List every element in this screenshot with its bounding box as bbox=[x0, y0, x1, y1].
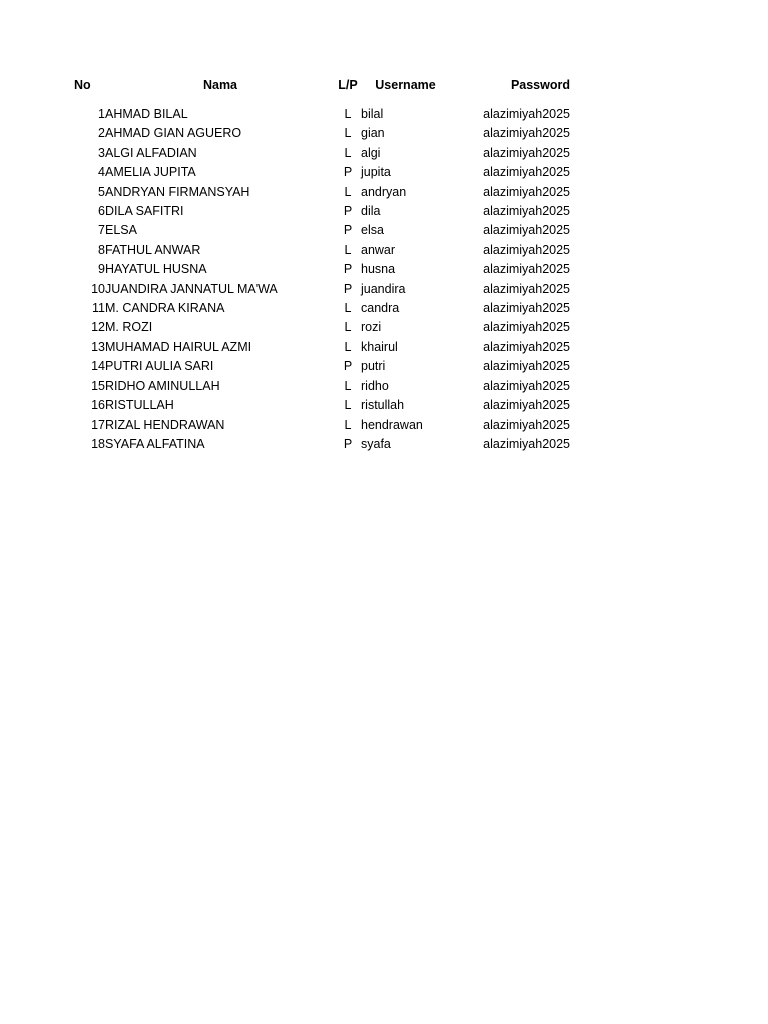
cell-lp: L bbox=[344, 126, 352, 141]
cell-lp: L bbox=[344, 339, 352, 354]
cell-username: anwar bbox=[361, 242, 396, 257]
cell-username: syafa bbox=[361, 436, 391, 451]
table-row bbox=[74, 260, 570, 279]
cell-nama: RIDHO AMINULLAH bbox=[105, 378, 220, 393]
cell-password: alazimiyah2025 bbox=[483, 262, 570, 277]
cell-nama: M. CANDRA KIRANA bbox=[105, 301, 225, 316]
cell-nama: PUTRI AULIA SARI bbox=[105, 359, 214, 374]
cell-username: ristullah bbox=[361, 398, 405, 413]
cell-username: husna bbox=[361, 262, 396, 277]
cell-nama: FATHUL ANWAR bbox=[105, 242, 201, 257]
cell-password: alazimiyah2025 bbox=[483, 184, 570, 199]
cell-username: bilal bbox=[361, 107, 384, 121]
cell-no: 12 bbox=[91, 320, 105, 335]
student-account-table bbox=[74, 76, 570, 454]
cell-lp: L bbox=[344, 320, 352, 335]
cell-nama: AMELIA JUPITA bbox=[105, 165, 196, 180]
table-row bbox=[74, 221, 570, 240]
cell-lp: P bbox=[343, 281, 353, 296]
cell-username: putri bbox=[361, 359, 386, 374]
cell-password: alazimiyah2025 bbox=[483, 107, 570, 121]
cell-no: 4 bbox=[98, 165, 105, 180]
table-row bbox=[74, 202, 570, 221]
cell-no: 5 bbox=[98, 184, 105, 199]
cell-lp: P bbox=[343, 223, 353, 238]
cell-no: 1 bbox=[98, 107, 105, 121]
cell-no: 15 bbox=[91, 378, 105, 393]
table-row bbox=[74, 299, 570, 318]
cell-password: alazimiyah2025 bbox=[483, 398, 570, 413]
cell-lp: P bbox=[343, 165, 353, 180]
cell-username: dila bbox=[361, 204, 381, 219]
cell-password: alazimiyah2025 bbox=[483, 436, 570, 451]
cell-nama: ALGI ALFADIAN bbox=[105, 145, 197, 160]
table-header-row bbox=[74, 76, 570, 96]
cell-username: elsa bbox=[361, 223, 384, 238]
cell-no: 16 bbox=[91, 398, 105, 413]
cell-nama: M. ROZI bbox=[105, 320, 153, 335]
cell-username: ridho bbox=[361, 378, 389, 393]
cell-lp: P bbox=[343, 262, 353, 277]
cell-no: 9 bbox=[98, 262, 105, 277]
table-row bbox=[74, 124, 570, 143]
cell-username: andryan bbox=[361, 184, 407, 199]
table-row bbox=[74, 105, 570, 124]
cell-nama: ANDRYAN FIRMANSYAH bbox=[105, 184, 250, 199]
header-password: Password bbox=[510, 78, 570, 93]
table-row bbox=[74, 241, 570, 260]
cell-lp: L bbox=[344, 417, 352, 432]
cell-username: jupita bbox=[361, 165, 391, 180]
header-spacer bbox=[74, 96, 570, 105]
cell-nama: RISTULLAH bbox=[105, 398, 174, 413]
cell-lp: L bbox=[344, 398, 352, 413]
cell-username: gian bbox=[361, 126, 385, 141]
cell-lp: L bbox=[344, 242, 352, 257]
table-row bbox=[74, 144, 570, 163]
cell-password: alazimiyah2025 bbox=[483, 145, 570, 160]
table-row bbox=[74, 435, 570, 454]
cell-no: 7 bbox=[98, 223, 105, 238]
cell-lp: L bbox=[344, 301, 352, 316]
cell-no: 14 bbox=[91, 359, 105, 374]
header-lp: L/P bbox=[338, 78, 358, 93]
table-row bbox=[74, 183, 570, 202]
cell-no: 10 bbox=[91, 281, 105, 296]
table-row bbox=[74, 163, 570, 182]
table-row bbox=[74, 318, 570, 337]
cell-password: alazimiyah2025 bbox=[483, 204, 570, 219]
cell-password: alazimiyah2025 bbox=[483, 242, 570, 257]
cell-nama: RIZAL HENDRAWAN bbox=[105, 417, 225, 432]
table-row bbox=[74, 377, 570, 396]
cell-lp: P bbox=[343, 436, 353, 451]
cell-nama: AHMAD GIAN AGUERO bbox=[105, 126, 242, 141]
cell-nama: SYAFA ALFATINA bbox=[105, 436, 205, 451]
table-row bbox=[74, 416, 570, 435]
cell-password: alazimiyah2025 bbox=[483, 359, 570, 374]
header-no: No bbox=[74, 78, 91, 93]
cell-no: 13 bbox=[91, 339, 105, 354]
cell-password: alazimiyah2025 bbox=[483, 301, 570, 316]
cell-lp: P bbox=[343, 204, 353, 219]
cell-lp: P bbox=[343, 359, 353, 374]
cell-nama: MUHAMAD HAIRUL AZMI bbox=[105, 339, 252, 354]
cell-username: khairul bbox=[361, 339, 398, 354]
header-username: Username bbox=[375, 78, 436, 93]
cell-password: alazimiyah2025 bbox=[483, 417, 570, 432]
header-nama: Nama bbox=[202, 78, 238, 93]
cell-no: 11 bbox=[92, 301, 105, 316]
cell-lp: L bbox=[344, 378, 352, 393]
cell-no: 6 bbox=[98, 204, 105, 219]
cell-username: algi bbox=[361, 145, 381, 160]
cell-lp: L bbox=[344, 107, 352, 121]
cell-lp: L bbox=[344, 184, 352, 199]
cell-lp: L bbox=[344, 145, 352, 160]
cell-password: alazimiyah2025 bbox=[483, 281, 570, 296]
cell-no: 8 bbox=[98, 242, 105, 257]
cell-password: alazimiyah2025 bbox=[483, 320, 570, 335]
cell-nama: ELSA bbox=[105, 223, 137, 238]
cell-nama: JUANDIRA JANNATUL MA'WA bbox=[105, 281, 278, 296]
cell-password: alazimiyah2025 bbox=[483, 126, 570, 141]
cell-password: alazimiyah2025 bbox=[483, 339, 570, 354]
cell-no: 17 bbox=[91, 417, 105, 432]
cell-username: candra bbox=[361, 301, 400, 316]
table-row bbox=[74, 357, 570, 376]
table-row bbox=[74, 280, 570, 299]
cell-username: rozi bbox=[361, 320, 382, 335]
cell-no: 18 bbox=[91, 436, 105, 451]
cell-password: alazimiyah2025 bbox=[483, 165, 570, 180]
table-row bbox=[74, 396, 570, 415]
cell-password: alazimiyah2025 bbox=[483, 378, 570, 393]
cell-no: 2 bbox=[98, 126, 105, 141]
cell-password: alazimiyah2025 bbox=[483, 223, 570, 238]
cell-no: 3 bbox=[98, 145, 105, 160]
cell-username: hendrawan bbox=[361, 417, 423, 432]
table-row bbox=[74, 338, 570, 357]
cell-nama: AHMAD BILAL bbox=[105, 107, 188, 121]
cell-nama: DILA SAFITRI bbox=[105, 204, 184, 219]
cell-nama: HAYATUL HUSNA bbox=[105, 262, 207, 277]
cell-username: juandira bbox=[361, 281, 406, 296]
